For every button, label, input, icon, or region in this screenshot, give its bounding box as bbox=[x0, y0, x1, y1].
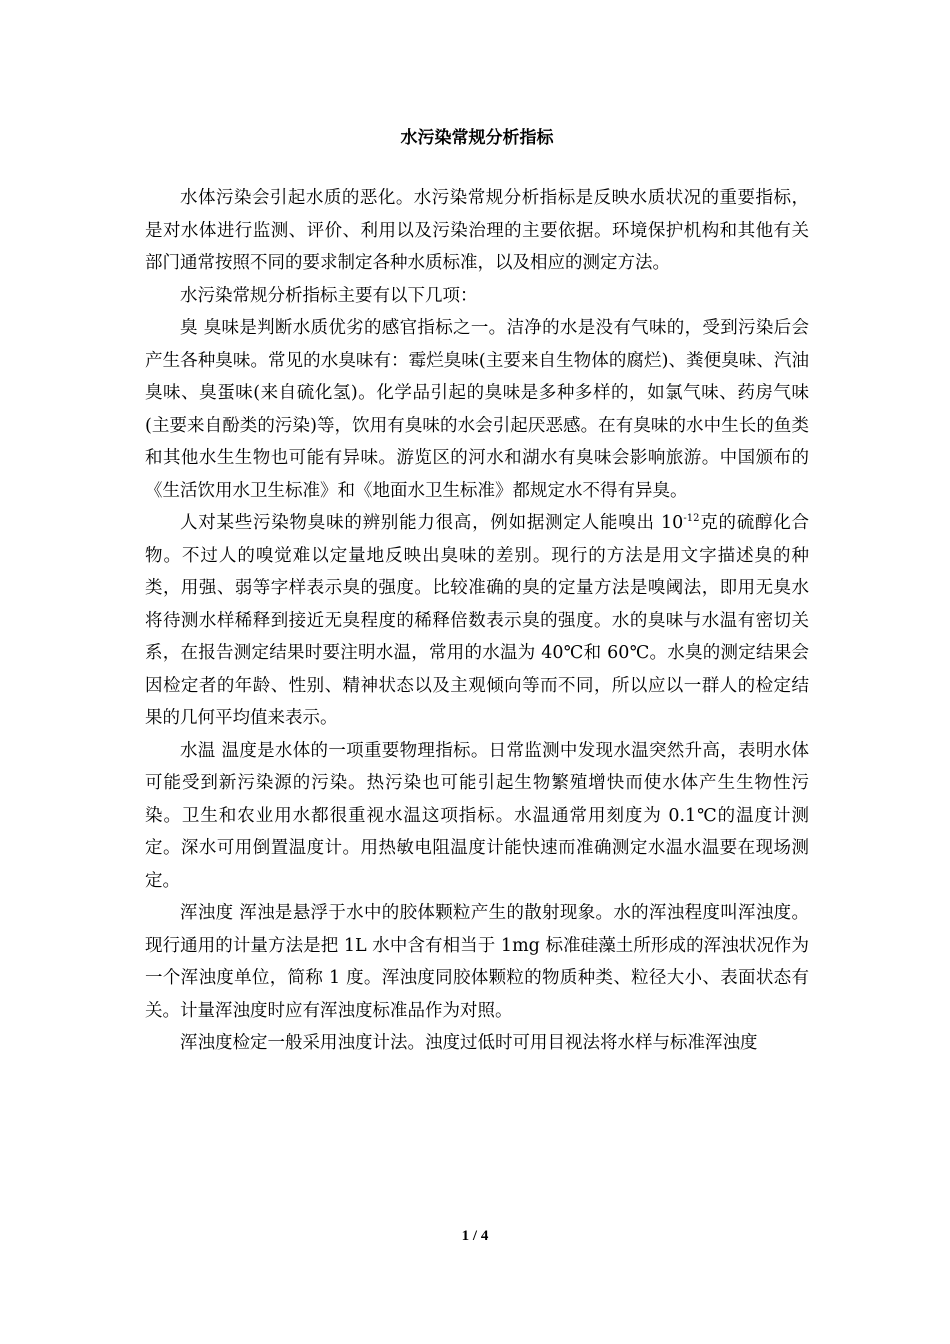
odor-measurement-text-before: 人对某些污染物臭味的辨别能力很高，例如据测定人能嗅出 10 bbox=[180, 513, 684, 533]
document-page bbox=[145, 118, 809, 1060]
paragraph-water-temperature: 水温 温度是水体的一项重要物理指标。日常监测中发现水温突然升高，表明水体可能受到新污染源的污染。热污染也可能引起生物繁殖增快而使水体产生生物性污染。卫生和农业用水都很重视水温这项指标。水温通常用刻度为 0.1℃的温度计测定。深水可用倒置温度计。用热敏电阻温度计能快速而准确测定水温水温要在现场测定。 bbox=[145, 740, 809, 891]
paragraph-turbidity-test: 浑浊度检定一般采用浊度计法。浊度过低时可用目视法将水样与标准浑浊度 bbox=[180, 1033, 758, 1053]
paragraph-index-list: 水污染常规分析指标主要有以下几项： bbox=[180, 285, 478, 306]
document-title: 水污染常规分析指标 bbox=[400, 128, 554, 148]
paragraph-intro: 水体污染会引起水质的恶化。水污染常规分析指标是反映水质状况的重要指标，是对水体进行监测、评价、利用以及污染治理的主要依据。环境保护机构和其他有关部门通常按照不同的要求制定各种水质标准，以及相应的测定方法。 bbox=[145, 188, 809, 273]
paragraph-odor-measurement bbox=[145, 507, 809, 735]
paragraph-turbidity: 浑浊度 浑浊是悬浮于水中的胶体颗粒产生的散射现象。水的浑浊程度叫浑浊度。现行通用的计量方法是把 1L 水中含有相当于 1mg 标准硅藻土所形成的浑浊状况作为一个浑浊度单位，简称 1 度。浑浊度同胶体颗粒的物质种类、粒径大小、表面状态有关。计量浑浊度时应有浑浊度标准品作为对照。 bbox=[145, 903, 809, 1021]
paragraph-odor: 臭 臭味是判断水质优劣的感官指标之一。洁净的水是没有气味的，受到污染后会产生各种臭味。常见的水臭味有：霉烂臭味(主要来自生物体的腐烂)、粪便臭味、汽油臭味、臭蛋味(来自硫化氢)。化学品引起的臭味是多种多样的，如氯气味、药房气味(主要来自酚类的污染)等，饮用有臭味的水会引起厌恶感。在有臭味的水中生长的鱼类和其他水生生物也可能有异味。游览区的河水和湖水有臭味会影响旅游。中国颁布的《生活饮用水卫生标准》和《地面水卫生标准》都规定水不得有异臭。 bbox=[145, 318, 809, 501]
exponent-superscript: -12 bbox=[683, 513, 700, 525]
page-number: 1 / 4 bbox=[461, 1228, 489, 1244]
odor-measurement-text-after: 克的硫醇化合物。不过人的嗅觉难以定量地反映出臭味的差别。现行的方法是用文字描述臭的种类，用强、弱等字样表示臭的强度。比较准确的臭的定量方法是嗅阈法，即用无臭水将待测水样稀释到接近无臭程度的稀释倍数表示臭的强度。水的臭味与水温有密切关系，在报告测定结果时要注明水温，常用的水温为 40℃和 60℃。水臭的测定结果会因检定者的年龄、性别、精神状态以及主观倾向等而不同，所以应以一群人的检定结果的几何平均值来表示。 bbox=[145, 513, 809, 728]
